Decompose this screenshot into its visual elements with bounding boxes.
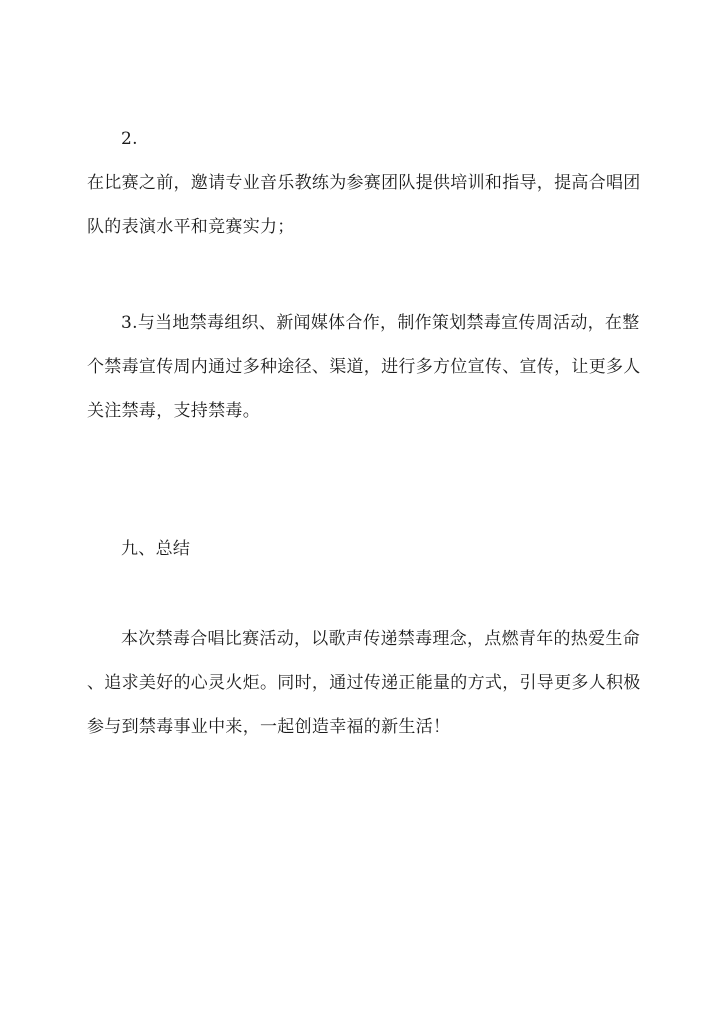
summary-line-2: 、追求美好的心灵火炬。同时，通过传递正能量的方式，引导更多人积极 xyxy=(87,673,641,693)
item-2-line-2: 队的表演水平和竞赛实力； xyxy=(87,217,295,237)
item-2-number: 2. xyxy=(121,129,138,149)
item-3-line-1: 3.与当地禁毒组织、新闻媒体合作，制作策划禁毒宣传周活动，在整 xyxy=(121,313,640,333)
summary-line-1: 本次禁毒合唱比赛活动，以歌声传递禁毒理念，点燃青年的热爱生命 xyxy=(121,629,640,649)
item-3-line-2: 个禁毒宣传周内通过多种途径、渠道，进行多方位宣传、宣传，让更多人 xyxy=(87,357,641,377)
item-3-line-3: 关注禁毒，支持禁毒。 xyxy=(87,401,260,421)
summary-line-3: 参与到禁毒事业中来，一起创造幸福的新生活！ xyxy=(87,717,451,737)
section-9-heading: 九、总结 xyxy=(121,539,191,559)
item-2-line-1: 在比赛之前，邀请专业音乐教练为参赛团队提供培训和指导，提高合唱团 xyxy=(87,173,641,193)
